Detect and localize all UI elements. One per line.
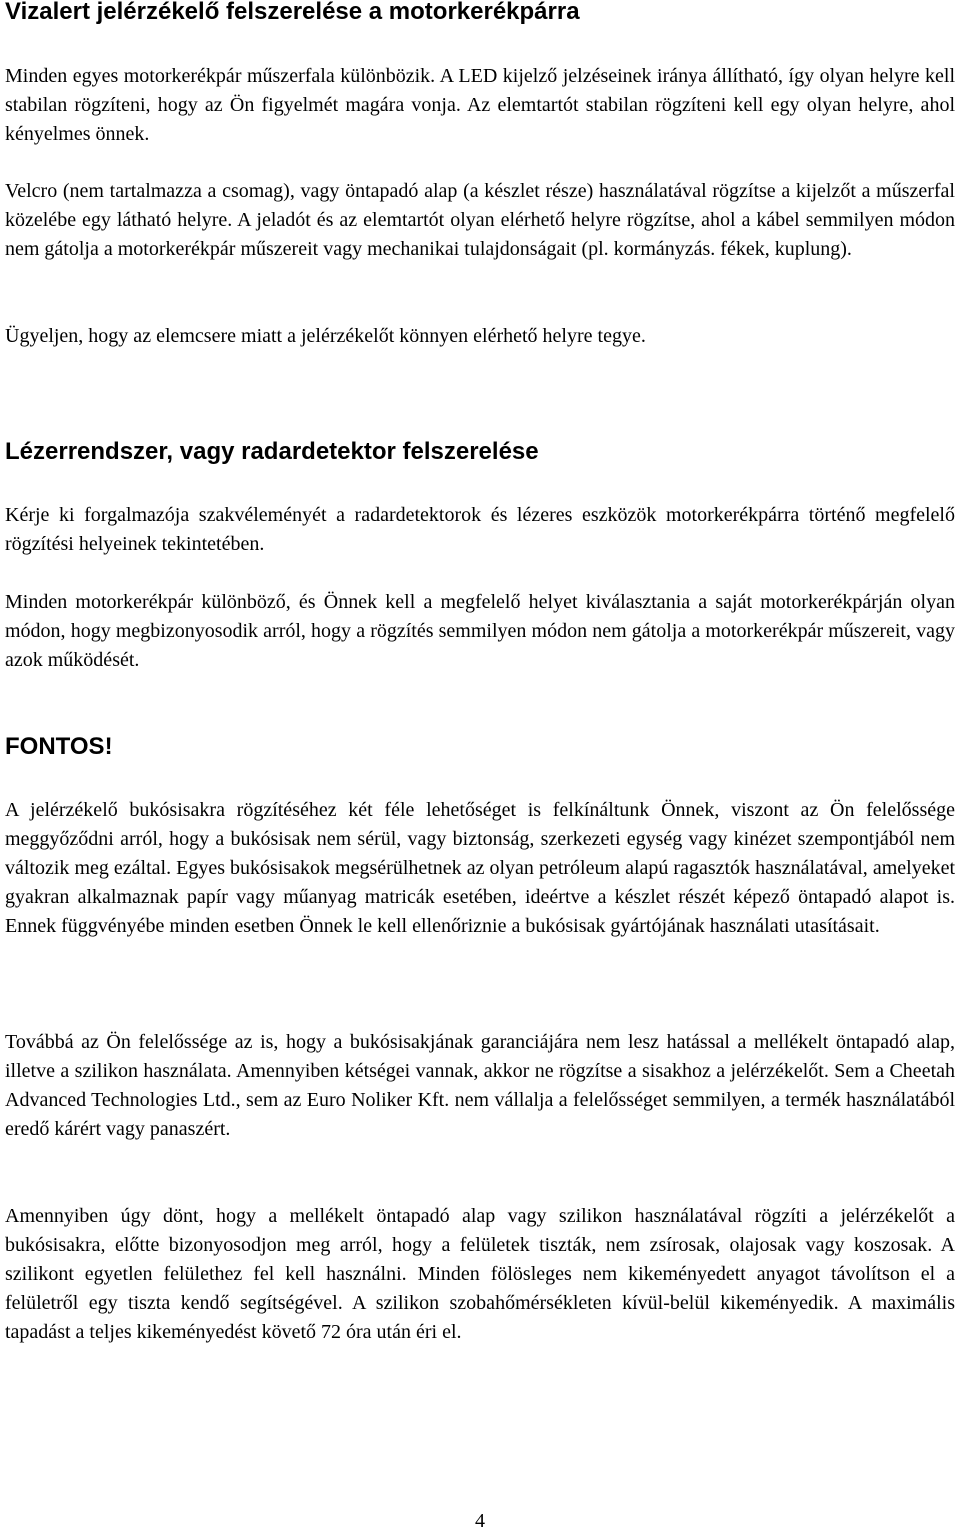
paragraph-mounting-location: Minden motorkerékpár különböző, és Önnek kell a megfelelő helyet kiválasztania a saját motorkerékpárján olyan módon, hogy megbizonyosodik arról, hogy a rögzítés semmilyen módon nem gátolja a motorkerékpár műszereit, vagy azok működését.: [5, 591, 955, 671]
paragraph-battery-access: Ügyeljen, hogy az elemcsere miatt a jelérzékelőt könnyen elérhető helyre tegye.: [5, 325, 646, 347]
paragraph-velcro-mounting: Velcro (nem tartalmazza a csomag), vagy öntapadó alap (a készlet része) használatával rögzítse a kijelzőt a műszerfal közelébe egy látható helyre. A jeladót és az elemtartót olyan elérhető helyre rögzítse, ahol a kábel semmilyen módon nem gátolja a motorkerékpár műszereit vagy mechanikai tulajdonságait (pl. kormányzás. fékek, kuplung).: [5, 180, 955, 260]
section-heading-installation: Vizalert jelérzékelő felszerelése a motorkerékpárra: [5, 0, 580, 25]
paragraph-dashboard-mounting: Minden egyes motorkerékpár műszerfala különbözik. A LED kijelző jelzéseinek iránya állítható, így olyan helyre kell stabilan rögzíteni, hogy az Ön figyelmét magára vonja. Az elemtartót stabilan rögzíteni kell egy olyan helyre, ahol kényelmes önnek.: [5, 65, 955, 145]
paragraph-silicone-instructions: Amennyiben úgy dönt, hogy a mellékelt öntapadó alap vagy szilikon használatával rögzíti a jelérzékelőt a bukósisakra, előtte bizonyosodjon meg arról, hogy a felületek tiszták, nem zsírosak, olajosak vagy koszosak. A szilikont egyetlen felülethez fel kell használni. Minden fölösleges nem kikeményedett anyagot távolítson el a felületről egy tiszta kendő segítségével. A szilikon szobahőmérsékleten kívül-belül kikeményedik. A maximális tapadást a teljes kikeményedést követő 72 óra után éri el.: [5, 1205, 955, 1343]
paragraph-warranty-responsibility: Továbbá az Ön felelőssége az is, hogy a bukósisakjának garanciájára nem lesz hatással a mellékelt öntapadó alap, illetve a szilikon használata. Amennyiben kétségei vannak, akkor ne rögzítse a sisakhoz a jelérzékelőt. Sem a Cheetah Advanced Technologies Ltd., sem az Euro Noliker Kft. nem vállalja a felelősséget semmilyen, a termék használatából eredő kárért vagy panaszért.: [5, 1031, 955, 1140]
section-heading-important: FONTOS!: [5, 733, 113, 760]
paragraph-dealer-advice: Kérje ki forgalmazója szakvéleményét a radardetektorok és lézeres eszközök motorkerékpárra történő megfelelő rögzítési helyeinek tekintetében.: [5, 504, 955, 555]
paragraph-helmet-mounting: A jelérzékelő bukósisakra rögzítéséhez két féle lehetőséget is felkínáltunk Önnek, viszont az Ön felelőssége meggyőződni arról, hogy a bukósisak nem sérül, vagy biztonság, szerkezeti egység vagy kinézet szempontjából nem változik meg ezáltal. Egyes bukósisakok megsérülhetnek az olyan petróleum alapú ragasztók használatával, amelyeket gyakran alkalmaznak papír vagy műanyag matricák esetében, ideértve a készlet részét képező öntapadó alapot is. Ennek függvényébe minden esetben Önnek le kell ellenőriznie a bukósisak gyártójának használati utasításait.: [5, 799, 955, 937]
section-heading-laser-radar: Lézerrendszer, vagy radardetektor felszerelése: [5, 438, 539, 465]
page-number: 4: [475, 1510, 485, 1532]
